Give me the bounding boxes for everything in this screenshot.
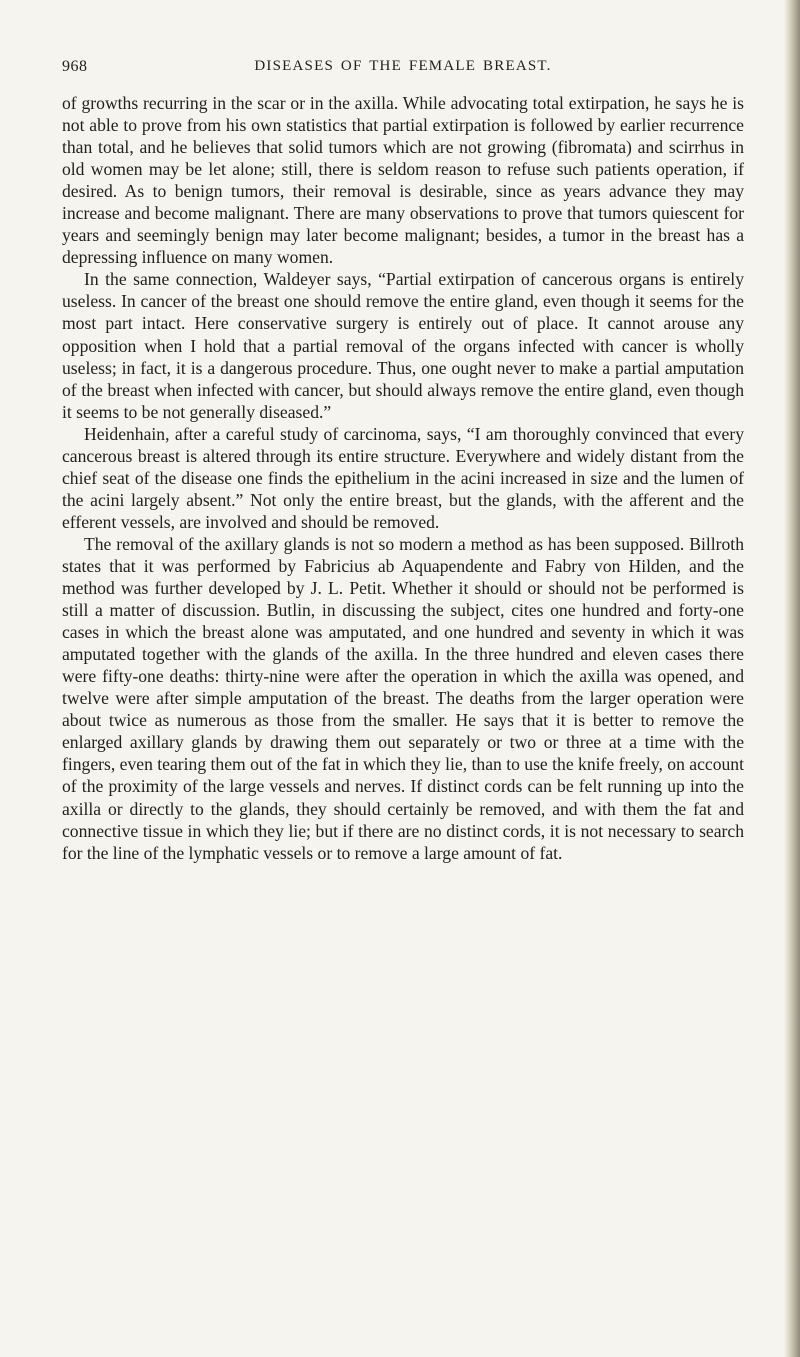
- running-title: DISEASES OF THE FEMALE BREAST.: [254, 58, 552, 74]
- paragraph-continuation: of growths recurring in the scar or in the axilla. While advocating total extirpation, he says he is not able to prove from his own statistics that partial extirpation is followed by earlier recurrence than total, and he believes that solid tumors which are not growing (fibromata) and scirrhus in old women may be let alone; still, there is seldom reason to refuse such patients operation, if desired. As to benign tumors, their removal is desirable, since as years advance they may increase and become malignant. There are many observations to prove that tumors quiescent for years and seemingly benign may later become malignant; besides, a tumor in the breast has a depressing influence on many women.: [62, 93, 744, 268]
- running-head: [62, 58, 744, 82]
- body-text: [62, 92, 744, 864]
- paragraph-axillary-glands: The removal of the axillary glands is not so modern a method as has been supposed. Billroth states that it was performed by Fabricius ab Aquapendente and Fabry von Hilden, and the method was further developed by J. L. Petit. Whether it should or should not be performed is still a matter of discussion. Butlin, in discussing the subject, cites one hundred and forty-one cases in which the breast alone was amputated, and one hundred and seventy in which it was amputated together with the glands of the axilla. In the three hundred and eleven cases there were fifty-one deaths: thirty-nine were after the operation in which the axilla was opened, and twelve were after simple amputation of the breast. The deaths from the larger operation were about twice as numerous as those from the smaller. He says that it is better to remove the enlarged axillary glands by drawing them out separately or two or three at a time with the fingers, even tearing them out of the fat in which they lie, than to use the knife freely, on account of the proximity of the large vessels and nerves. If distinct cords can be felt running up into the axilla or directly to the glands, they should certainly be removed, and with them the fat and connective tissue in which they lie; but if there are no distinct cords, it is not necessary to search for the line of the lymphatic vessels or to remove a large amount of fat.: [62, 533, 744, 863]
- page-edge-shadow: [784, 0, 800, 1357]
- paragraph-waldeyer: In the same connection, Waldeyer says, “Partial extirpation of cancerous organs is entirely useless. In cancer of the breast one should remove the entire gland, even though it seems for the most part intact. Here conservative surgery is entirely out of place. It cannot arouse any opposition when I hold that a partial removal of the organs infected with cancer is wholly useless; in fact, it is a dangerous procedure. Thus, one ought never to make a partial amputation of the breast when infected with cancer, but should always remove the entire gland, even though it seems to be not generally diseased.”: [62, 269, 744, 422]
- paragraph-heidenhain: Heidenhain, after a careful study of carcinoma, says, “I am thoroughly convinced that every cancerous breast is altered through its entire structure. Everywhere and widely distant from the chief seat of the disease one finds the epithelium in the acini increased in size and the lumen of the acini largely absent.” Not only the entire breast, but the glands, with the afferent and the efferent vessels, are involved and should be removed.: [62, 423, 744, 532]
- page-number: 968: [62, 58, 88, 75]
